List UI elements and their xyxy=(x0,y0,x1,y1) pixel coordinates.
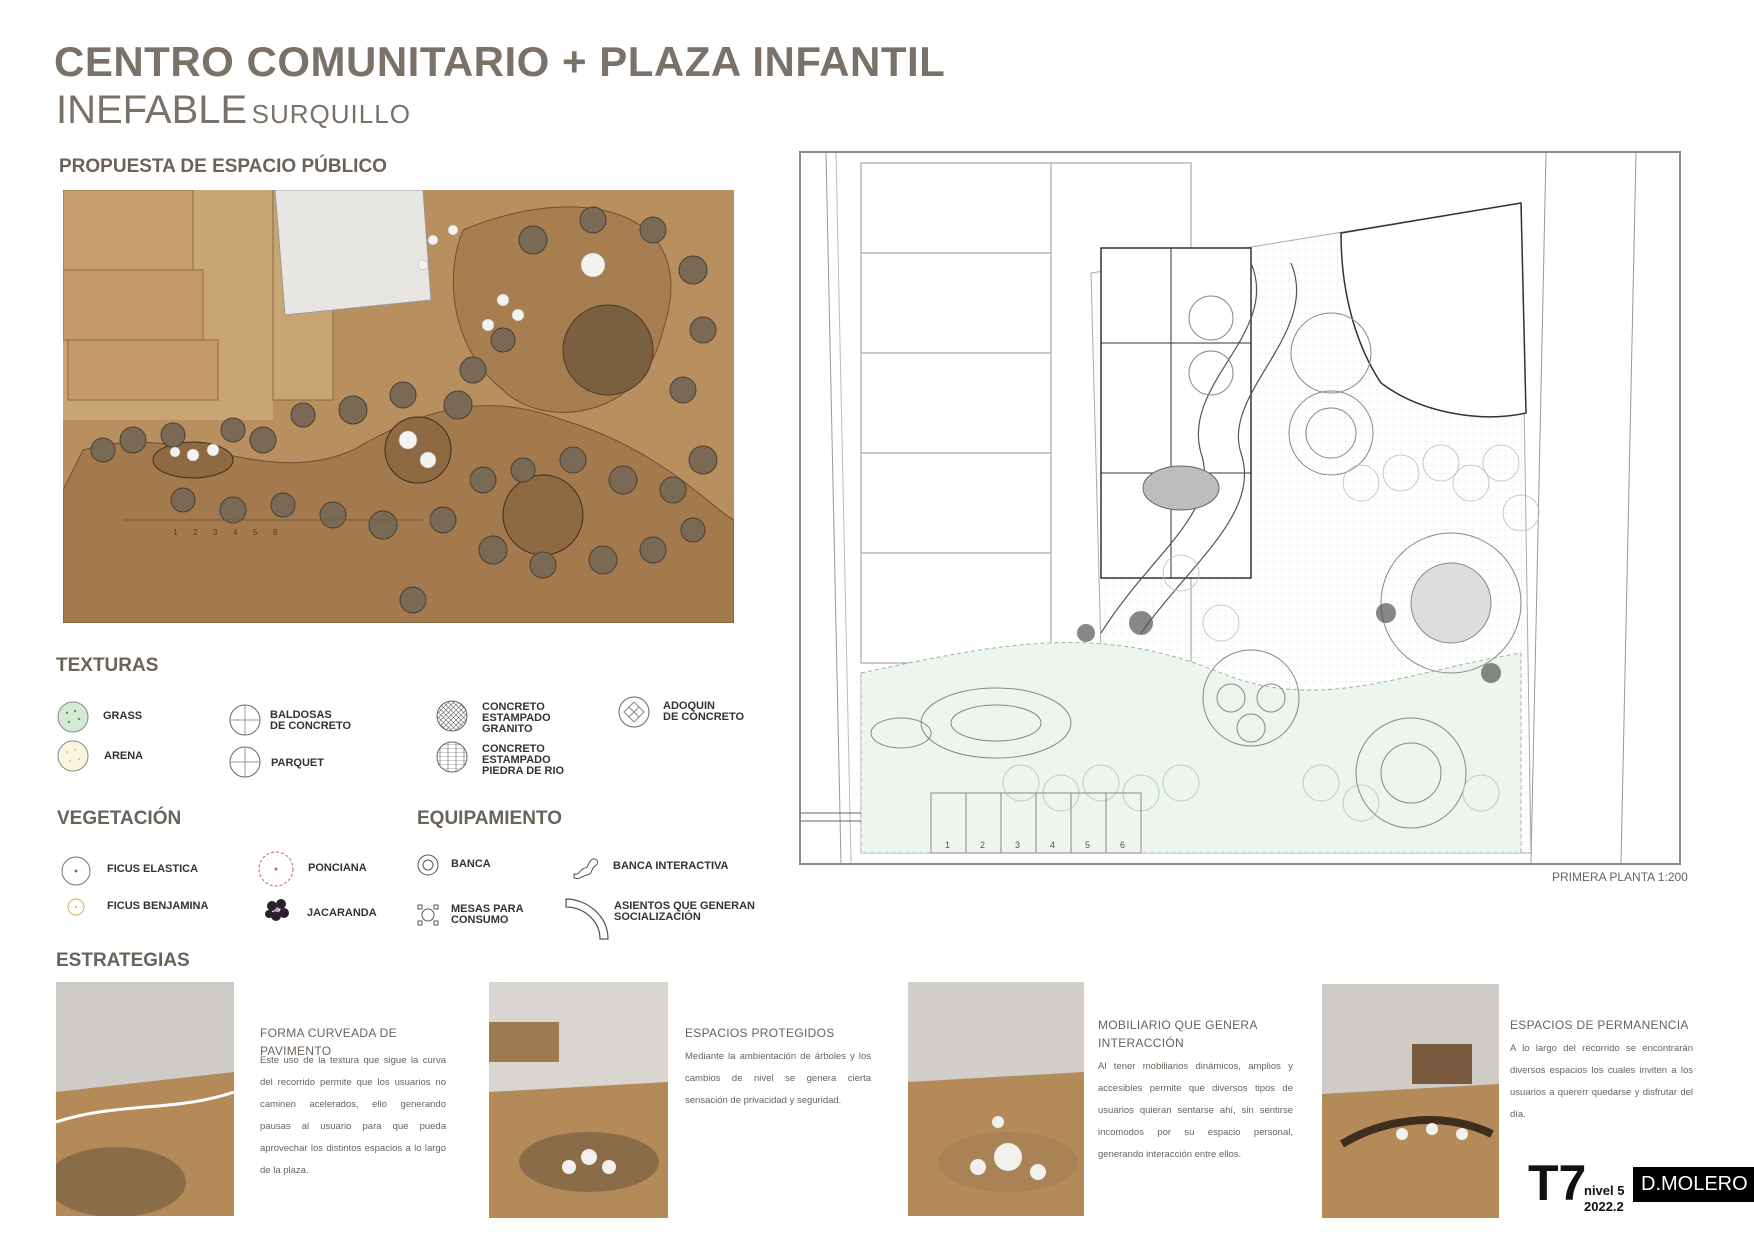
plan-parking-4: 4 xyxy=(1050,840,1056,850)
estrategia-2-body: Mediante la ambientación de árboles y los cambios de nivel se genera cierta sensación de privacidad y seguridad. xyxy=(685,1051,871,1106)
vegetacion-ficus-benjamina-label: FICUS BENJAMINA xyxy=(107,900,209,912)
page-title: CENTRO COMUNITARIO + PLAZA INFANTIL xyxy=(54,38,946,85)
estrategia-4-body: A lo largo del recorrido se encontrarán diversos espacios los cuales inviten a los usuarios a quererr quedarse y disfrutar del día. xyxy=(1510,1043,1693,1120)
grass-swatch xyxy=(57,701,89,738)
section-vegetacion: VEGETACIÓN xyxy=(57,808,182,829)
section-equipamiento: EQUIPAMIENTO xyxy=(417,808,562,829)
subtitle-main: INEFABLE xyxy=(56,88,248,132)
subtitle-sub: SURQUILLO xyxy=(251,99,411,129)
estrategia-4-title: ESPACIOS DE PERMANENCIA xyxy=(1510,1018,1689,1032)
granito-swatch xyxy=(436,700,468,737)
page-subtitle xyxy=(56,88,411,133)
parquet-swatch xyxy=(229,746,261,783)
mesas-consumo-icon xyxy=(417,904,439,931)
model-parking-2: 2 xyxy=(193,528,198,537)
estrategia-1-photo xyxy=(56,982,234,1216)
plan-parking-6: 6 xyxy=(1120,840,1126,850)
arena-swatch xyxy=(57,740,89,777)
estrategia-2-photo xyxy=(489,982,668,1218)
author-badge: D.MOLERO xyxy=(1633,1167,1754,1202)
textura-granito-label: CONCRETO ESTAMPADO GRANITO xyxy=(482,701,551,735)
ficus-elastica-icon xyxy=(61,856,91,891)
estrategia-1-photo-drawing xyxy=(56,982,234,1216)
floor-plan-drawing xyxy=(801,153,1679,863)
model-parking-1: 1 xyxy=(173,528,178,537)
piedra-rio-swatch xyxy=(436,741,468,778)
section-texturas: TEXTURAS xyxy=(56,655,159,676)
equipamiento-banca-interactiva-label: BANCA INTERACTIVA xyxy=(613,860,729,872)
estrategia-3-photo xyxy=(908,982,1084,1216)
estrategia-3-photo-drawing xyxy=(908,982,1084,1216)
nivel-label: nivel 5 xyxy=(1584,1183,1625,1198)
estrategia-2-photo-drawing xyxy=(489,982,668,1218)
asientos-socializacion-icon xyxy=(564,895,612,946)
model-parking-6: 6 xyxy=(273,528,278,537)
textura-arena-label: ARENA xyxy=(104,750,144,762)
floor-plan xyxy=(799,151,1681,865)
model-parking-5: 5 xyxy=(253,528,258,537)
banca-interactiva-icon xyxy=(571,854,601,885)
ficus-benjamina-icon xyxy=(67,898,85,921)
plan-caption: PRIMERA PLANTA 1:200 xyxy=(1552,870,1688,884)
textura-piedra-rio-label: CONCRETO ESTAMPADO PIEDRA DE RIO xyxy=(482,743,565,777)
adoquin-swatch xyxy=(618,696,650,733)
estrategia-1-body: Este uso de la textura que sigue la curva del recorrido permite que los usuarios no caminen acelerados, ello generando pausas al usuario para que pueda aprovechar los distintos espacios a lo largo de la plaza. xyxy=(260,1055,446,1176)
plan-parking-2: 2 xyxy=(980,840,986,850)
t7-logo: T7 xyxy=(1528,1155,1587,1211)
textura-grass-label: GRASS xyxy=(103,710,143,722)
ponciana-icon xyxy=(257,850,295,893)
estrategia-2-title: ESPACIOS PROTEGIDOS xyxy=(685,1026,835,1040)
equipamiento-banca-label: BANCA xyxy=(451,858,491,870)
vegetacion-ponciana-label: PONCIANA xyxy=(308,862,367,874)
plan-parking-3: 3 xyxy=(1015,840,1021,850)
estrategia-3-body: Al tener mobiliarios dinámicos, amplios y accesibles permite que diversos tipos de usuarios quieran sentarse ahí, sin sentirse incomodos por su espacio personal, generando interacción entre ellos. xyxy=(1098,1061,1293,1160)
banca-icon xyxy=(417,854,439,881)
equipamiento-asientos-label: ASIENTOS QUE GENERAN SOCIALIZACIÓN xyxy=(614,900,755,923)
jacaranda-icon xyxy=(262,896,292,931)
textura-parquet-label: PARQUET xyxy=(271,757,324,769)
vegetacion-jacaranda-label: JACARANDA xyxy=(307,907,377,919)
estrategia-1-title: FORMA CURVEADA DE PAVIMENTO xyxy=(260,1026,397,1058)
plan-parking-5: 5 xyxy=(1085,840,1091,850)
section-propuesta: PROPUESTA DE ESPACIO PÚBLICO xyxy=(59,156,387,177)
plan-parking-1: 1 xyxy=(945,840,951,850)
year-label: 2022.2 xyxy=(1584,1199,1624,1214)
equipamiento-mesas-label: MESAS PARA CONSUMO xyxy=(451,903,524,926)
section-estrategias: ESTRATEGIAS xyxy=(56,950,190,971)
estrategia-4-photo-drawing xyxy=(1322,984,1499,1218)
vegetacion-ficus-elastica-label: FICUS ELASTICA xyxy=(107,863,199,875)
textura-adoquin-label: ADOQUIN DE CONCRETO xyxy=(663,700,745,723)
textura-baldosas-label: BALDOSAS DE CONCRETO xyxy=(270,709,352,732)
baldosas-swatch xyxy=(229,704,261,741)
estrategia-4-photo xyxy=(1322,984,1499,1218)
model-parking-4: 4 xyxy=(233,528,238,537)
model-parking-3: 3 xyxy=(213,528,218,537)
model-photo-drawing xyxy=(63,190,734,623)
model-photo xyxy=(63,190,734,623)
estrategia-3-title: MOBILIARIO QUE GENERA INTERACCIÓN xyxy=(1098,1018,1258,1050)
